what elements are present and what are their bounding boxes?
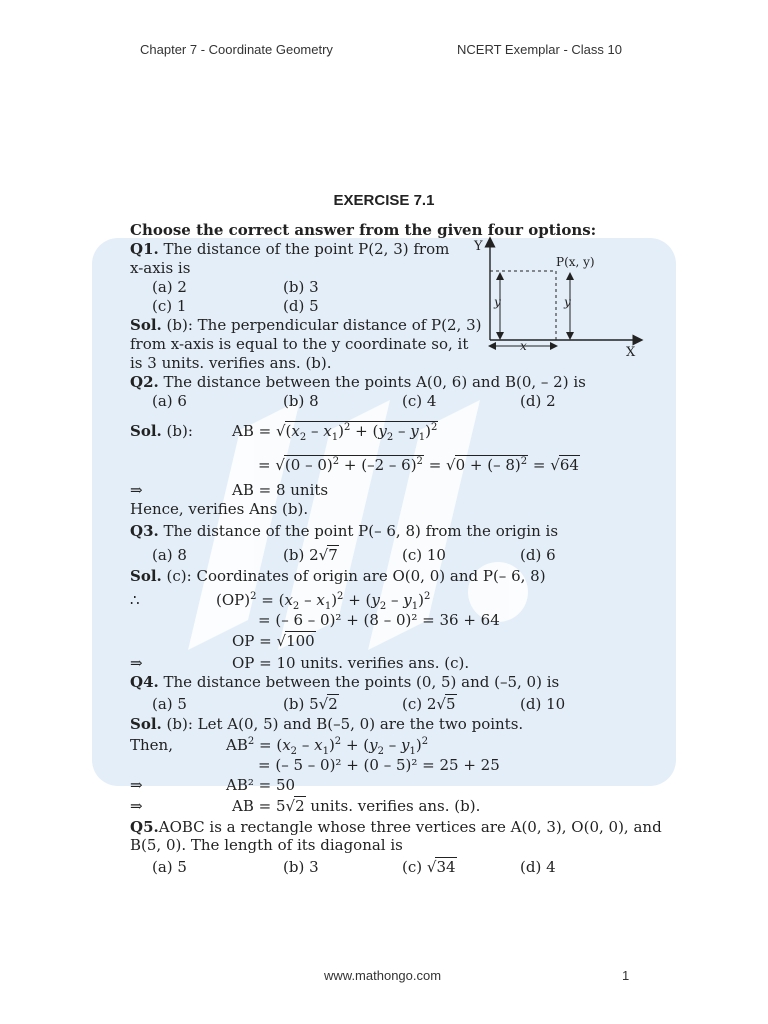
q2-ab-result: AB = 8 units — [232, 481, 329, 499]
q4-ab-final-pre: AB = 5 — [232, 797, 286, 815]
q4-option-a: (a) 5 — [152, 695, 187, 713]
q4-option-c-radicand: 5 — [445, 695, 456, 713]
q4-option-c: (c) 2√5 — [402, 695, 456, 713]
q4-option-b: (b) 5√2 — [283, 695, 338, 713]
q2-option-a: (a) 6 — [152, 392, 187, 410]
q3-line — [130, 522, 558, 540]
q5-option-c-radicand: 34 — [436, 858, 456, 876]
footer-site: www.mathongo.com — [324, 968, 442, 983]
q4-option-b-radicand: 2 — [328, 695, 338, 713]
q3-op-final: OP = 10 units. verifies ans. (c). — [232, 654, 470, 672]
q2-substitution-line: = √(0 – 0)$^2$ + (–2 – 6)$^2$ = √0 + (– 8)$^2$ = √64 — [258, 456, 579, 474]
q4-ab-final: AB = 5√2 units. verifies ans. (b). — [232, 797, 481, 815]
q4-text: The distance between the points (0, 5) and (–5, 0) is — [163, 673, 560, 691]
q4-sol-label: Sol. — [130, 715, 162, 733]
q4-solution — [130, 715, 523, 733]
q3-therefore: ∴ — [130, 591, 140, 609]
q3-sol-label: Sol. — [130, 567, 162, 585]
x-axis-label: X — [626, 345, 636, 360]
q1-solution-2: from x-axis is equal to the y coordinate so, it — [130, 335, 469, 353]
q1-text: The distance of the point P(2, 3) from — [163, 240, 450, 258]
q4-then: Then, — [130, 736, 173, 754]
q2-text: The distance between the points A(0, 6) and B(0, – 2) is — [163, 373, 586, 391]
q2-option-c: (c) 4 — [402, 392, 437, 410]
q1-number: Q1. — [130, 240, 159, 258]
q4-option-d: (d) 10 — [520, 695, 566, 713]
q1-option-c: (c) 1 — [152, 297, 187, 315]
q1-option-d: (d) 5 — [283, 297, 319, 315]
q2-equals: = — [258, 456, 271, 474]
q2-formula-line: AB = $√(x_2 - x_1)^2 + (y_2 - y_1)^2$ — [232, 422, 438, 443]
q3-op-lhs: (OP) — [216, 591, 251, 609]
q5-number: Q5. — [130, 818, 159, 836]
q3-solution — [130, 567, 546, 585]
exercise-title: EXERCISE 7.1 — [333, 192, 435, 209]
q1-option-b: (b) 3 — [283, 278, 319, 296]
q4-option-b-text: (b) 5 — [283, 695, 319, 713]
q1-line1 — [130, 240, 449, 258]
header-chapter: Chapter 7 - Coordinate Geometry — [140, 42, 333, 57]
q3-option-d: (d) 6 — [520, 546, 556, 564]
q3-implies: ⇒ — [130, 654, 143, 672]
q3-substitution: = (– 6 – 0)² + (8 – 0)² = 36 + 64 — [258, 611, 500, 629]
q3-option-c: (c) 10 — [402, 546, 446, 564]
coordinate-diagram — [460, 236, 650, 360]
q2-option-d: (d) 2 — [520, 392, 556, 410]
q5-option-c: (c) √34 — [402, 858, 456, 876]
q5-option-c-text: (c) — [402, 858, 423, 876]
q4-ab-final-radicand: 2 — [295, 797, 305, 815]
q1-option-a: (a) 2 — [152, 278, 187, 296]
y-axis-label: Y — [474, 239, 483, 254]
q2-ab-lhs: AB = — [232, 422, 272, 440]
q4-number: Q4. — [130, 673, 159, 691]
q4-substitution: = (– 5 – 0)² + (0 – 5)² = 25 + 25 — [258, 756, 500, 774]
q1-solution-1 — [130, 316, 481, 334]
q5-line-1 — [130, 818, 662, 836]
q2-sol-ans: (b): — [166, 422, 193, 440]
q5-option-a: (a) 5 — [152, 858, 187, 876]
q3-option-b-radicand: 7 — [328, 546, 338, 564]
q3-option-b-text: (b) 2 — [283, 546, 319, 564]
q3-option-b: (b) 2√7 — [283, 546, 338, 564]
y-left-label: y — [494, 295, 501, 309]
q3-op-sqrt-lhs: OP = — [232, 632, 272, 650]
q3-number: Q3. — [130, 522, 159, 540]
q2-number: Q2. — [130, 373, 159, 391]
q2-sol-label: Sol. — [130, 422, 162, 440]
q1-text-2: x-axis is — [130, 259, 191, 277]
q3-option-a: (a) 8 — [152, 546, 187, 564]
q2-option-b: (b) 8 — [283, 392, 319, 410]
q5-text: AOBC is a rectangle whose three vertices are A(0, 3), O(0, 0), and — [158, 818, 662, 836]
q5-option-b: (b) 3 — [283, 858, 319, 876]
q3-op-formula: $(OP)^2 = (x_2 - x_1)^2 + (y_2 - y_1)^2$ — [216, 591, 431, 612]
q4-ab-final-post: units. verifies ans. (b). — [310, 797, 481, 815]
q2-implies: ⇒ — [130, 481, 143, 499]
q3-text: The distance of the point P(– 6, 8) from the origin is — [163, 522, 559, 540]
q1-solution-3: is 3 units. verifies ans. (b). — [130, 354, 332, 372]
q5-line-2: B(5, 0). The length of its diagonal is — [130, 836, 403, 854]
q5-option-d: (d) 4 — [520, 858, 556, 876]
q2-sol-label-line — [130, 422, 193, 440]
q2-line — [130, 373, 586, 391]
q4-implies-1: ⇒ — [130, 776, 143, 794]
q4-option-c-text: (c) 2 — [402, 695, 437, 713]
q3-sol-text: (c): Coordinates of origin are O(0, 0) and P(– 6, 8) — [166, 567, 546, 585]
q2-hence: Hence, verifies Ans (b). — [130, 500, 309, 518]
q4-implies-2: ⇒ — [130, 797, 143, 815]
point-label: P(x, y) — [556, 255, 595, 269]
q4-line — [130, 673, 559, 691]
header-book: NCERT Exemplar - Class 10 — [457, 42, 622, 57]
instruction: Choose the correct answer from the given four options: — [130, 221, 597, 239]
q4-ab-formula: $AB^2 = (x_2 - x_1)^2 + (y_2 - y_1)^2$ — [226, 736, 429, 757]
q3-op-sqrt: OP = √100 — [232, 632, 315, 650]
y-right-label: y — [564, 295, 571, 309]
q1-sol-label: Sol. — [130, 316, 162, 334]
q3-op-sqrt-radicand: 100 — [286, 632, 315, 650]
page-number: 1 — [622, 968, 630, 983]
x-dist-label: x — [520, 339, 527, 353]
q1-sol-text: (b): The perpendicular distance of P(2, 3) — [166, 316, 482, 334]
q4-ab50: AB² = 50 — [226, 776, 296, 794]
q4-sol-text: (b): Let A(0, 5) and B(–5, 0) are the two points. — [166, 715, 524, 733]
